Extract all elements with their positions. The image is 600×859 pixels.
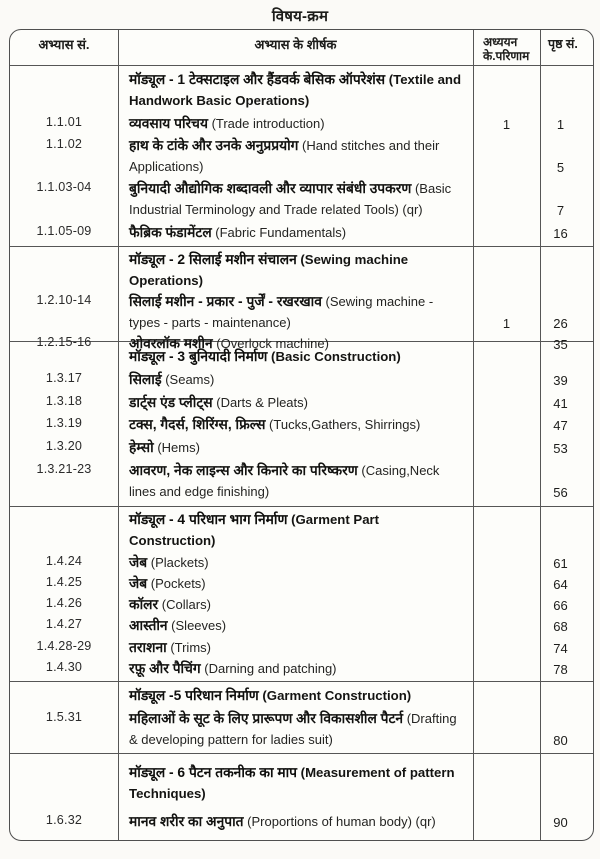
module-heading-english: (Garment Construction) — [258, 688, 412, 704]
exercise-title — [118, 178, 473, 220]
page-number: 68 — [553, 619, 568, 635]
exercise-number: 1.6.32 — [45, 812, 83, 827]
exercise-title-english: (Drafting & developing pattern for ladies suit) — [129, 710, 457, 747]
learning-outcome-value — [473, 388, 540, 390]
header-learning-outcome-line2: के.परिणाम — [483, 49, 530, 63]
exercise-number: 1.1.02 — [45, 136, 83, 151]
exercise-title-english: (Casing,Neck lines and edge finishing) — [129, 463, 440, 500]
exercise-title-hindi: रफ़ू और पैचिंग — [129, 660, 201, 676]
contents-table — [9, 29, 594, 841]
exercise-title — [118, 222, 473, 243]
exercise-title-english: (Darning and patching) — [200, 660, 337, 676]
page-number: 80 — [553, 732, 568, 748]
table-row — [10, 594, 593, 615]
spacer-cell — [473, 109, 540, 111]
exercise-title-hindi: बुनियादी औद्योगिक शब्दावली और व्यापार संबंधी उपकरण — [129, 181, 412, 197]
exercise-title — [118, 437, 473, 458]
module-heading — [118, 346, 473, 367]
module-heading-hindi: मॉड्यूल - 1 टेक्सटाइल और हैंडवर्क बेसिक ऑपरेशंस — [129, 72, 386, 88]
module-heading-english: (Basic Construction) — [267, 348, 401, 364]
page-number: 41 — [553, 395, 568, 411]
exercise-title-english: (Fabric Fundamentals) — [211, 224, 347, 240]
table-row — [10, 460, 593, 502]
exercise-number: 1.3.21-23 — [36, 462, 92, 477]
table-row — [10, 369, 593, 390]
exercise-title — [118, 811, 473, 832]
module-heading — [118, 762, 473, 804]
exercise-title-english: (Seams) — [161, 371, 215, 387]
exercise-title — [118, 135, 473, 177]
module-heading-english: (Textile and Handwork Basic Operations) — [129, 72, 462, 109]
page-number: 7 — [556, 203, 565, 219]
learning-outcome-value — [473, 218, 540, 220]
table-row — [10, 222, 593, 243]
page-number: 61 — [553, 555, 568, 571]
table-row — [10, 135, 593, 177]
module-heading-row — [10, 509, 593, 551]
learning-outcome-value — [473, 748, 540, 750]
spacer-cell — [10, 762, 118, 764]
exercise-number: 1.1.03-04 — [36, 180, 92, 195]
exercise-title — [118, 637, 473, 658]
exercise-title — [118, 291, 473, 333]
exercise-number: 1.3.18 — [45, 393, 83, 408]
module-heading-english: (Measurement of pattern Techniques) — [129, 765, 455, 802]
table-row — [10, 437, 593, 458]
learning-outcome-value — [473, 241, 540, 243]
module-heading-english: (Sewing machine Operations) — [129, 252, 409, 288]
exercise-title — [118, 392, 473, 413]
exercise-title-hindi: डार्ट्स एंड प्लीट्स — [129, 394, 213, 410]
exercise-title — [118, 460, 473, 502]
exercise-title — [118, 113, 473, 134]
table-row — [10, 573, 593, 594]
spacer-cell — [473, 365, 540, 367]
module-heading-hindi: मॉड्यूल - 3 बुनियादी निर्माण — [129, 348, 268, 364]
learning-outcome-value — [473, 677, 540, 679]
exercise-title-hindi: फैब्रिक फंडामेंटल — [129, 224, 212, 240]
exercise-title-english: (Darts & Pleats) — [212, 394, 308, 410]
spacer-cell — [540, 802, 593, 804]
exercise-title-hindi: हाथ के टांके और उनके अनुप्रप्रयोग — [129, 137, 299, 153]
learning-outcome-value: 1 — [502, 116, 511, 132]
exercise-number: 1.4.27 — [45, 617, 83, 632]
learning-outcome-value — [473, 456, 540, 458]
module-heading-row — [10, 249, 593, 291]
learning-outcome-value — [473, 500, 540, 502]
exercise-title-hindi: आस्तीन — [129, 618, 168, 634]
spacer-cell — [10, 685, 118, 687]
exercise-title-english: (Sewing machine - types - parts - maintenance) — [129, 294, 434, 330]
exercise-title — [118, 573, 473, 594]
exercise-title-hindi: हेम्सो — [129, 440, 154, 456]
exercise-title-hindi: सिलाई — [129, 371, 162, 387]
column-divider — [473, 30, 474, 840]
exercise-number: 1.2.15-16 — [36, 335, 92, 349]
exercise-title-hindi: टक्स, गैदर्स, शिरिंग्स, फ्रिल्स — [129, 417, 266, 433]
table-header — [10, 30, 593, 66]
spacer-cell — [10, 249, 118, 251]
exercise-title-english: (Pockets) — [147, 575, 206, 591]
exercise-number: 1.1.01 — [45, 114, 83, 129]
exercise-title-english: (Collars) — [158, 597, 211, 612]
exercise-number: 1.4.25 — [45, 574, 83, 589]
page-number: 66 — [553, 598, 568, 613]
spacer-cell — [473, 704, 540, 706]
page-number: 64 — [553, 576, 568, 592]
exercise-title — [118, 708, 473, 750]
module-section — [10, 247, 593, 352]
page-number: 74 — [553, 640, 568, 656]
module-heading-row — [10, 685, 593, 706]
table-row — [10, 113, 593, 134]
page-number: 53 — [553, 441, 568, 457]
exercise-number: 1.4.24 — [45, 553, 83, 568]
exercise-number: 1.5.31 — [45, 709, 83, 724]
table-row — [10, 615, 593, 636]
page-title: विषय-क्रम — [271, 8, 329, 25]
module-section — [10, 342, 593, 507]
exercise-title-hindi: तराशना — [129, 639, 167, 655]
learning-outcome-value — [473, 175, 540, 177]
module-section — [10, 66, 593, 247]
page-number: 56 — [553, 485, 568, 501]
exercise-title-hindi: जेब — [129, 554, 148, 570]
module-heading-row — [10, 69, 593, 111]
exercise-number: 1.1.05-09 — [36, 223, 92, 238]
exercise-number: 1.4.28-29 — [36, 638, 92, 653]
table-row — [10, 392, 593, 413]
exercise-title-english: (Plackets) — [147, 554, 209, 570]
table-row — [10, 414, 593, 435]
exercise-title — [118, 658, 473, 679]
exercise-title-english: (Hand stitches and their Applications) — [129, 137, 440, 174]
module-section — [10, 682, 593, 754]
page-number: 26 — [553, 316, 568, 331]
spacer-cell — [540, 704, 593, 706]
page-number: 78 — [553, 661, 568, 677]
exercise-title — [118, 552, 473, 573]
table-row — [10, 552, 593, 573]
exercise-number: 1.4.26 — [45, 596, 83, 610]
page-number: 90 — [553, 814, 568, 830]
exercise-title-english: (Trims) — [166, 639, 211, 655]
table-row — [10, 291, 593, 333]
page-number: 47 — [553, 418, 568, 434]
module-section — [10, 507, 593, 682]
table-row — [10, 178, 593, 220]
header-learning-outcome — [473, 35, 540, 63]
exercise-title-hindi: आवरण, नेक लाइन्स और किनारे का परिष्करण — [129, 463, 358, 479]
spacer-cell — [540, 109, 593, 111]
exercise-title-english: (Overlock machine) — [212, 336, 329, 351]
exercise-number: 1.3.20 — [45, 439, 83, 454]
module-heading-hindi: मॉड्यूल - 6 पैटन तकनीक का माप — [129, 765, 298, 781]
module-heading — [118, 685, 473, 706]
module-heading-row — [10, 346, 593, 367]
learning-outcome-value — [473, 433, 540, 435]
exercise-title — [118, 594, 473, 615]
exercise-title-hindi: जेब — [129, 575, 148, 591]
exercise-number: 1.4.30 — [45, 659, 83, 674]
exercise-title-hindi: ओवरलॉक मशीन — [129, 336, 213, 351]
page-number: 5 — [556, 159, 565, 175]
page-number: 1 — [556, 116, 565, 132]
exercise-title-english: (Hems) — [153, 440, 200, 456]
header-exercise-title: अभ्यास के शीर्षक — [254, 37, 337, 52]
page-number: 16 — [553, 225, 568, 241]
module-heading-row — [10, 762, 593, 804]
learning-outcome-value — [473, 830, 540, 832]
module-heading — [118, 69, 473, 111]
column-divider — [118, 30, 119, 840]
spacer-cell — [10, 346, 118, 348]
spacer-cell — [473, 802, 540, 804]
spacer-cell — [10, 509, 118, 511]
table-row — [10, 658, 593, 679]
exercise-title-english: (Tucks,Gathers, Shirrings) — [265, 417, 421, 433]
module-heading-hindi: मॉड्यूल - 4 परिधान भाग निर्माण — [129, 512, 288, 528]
exercise-title — [118, 615, 473, 636]
exercise-title-hindi: सिलाई मशीन - प्रकार - पुर्जें - रखरखाव — [129, 294, 322, 309]
module-heading-english: (Garment Part Construction) — [129, 512, 380, 549]
exercise-number: 1.2.10-14 — [36, 293, 92, 307]
learning-outcome-value — [473, 411, 540, 413]
page-number: 39 — [553, 372, 568, 388]
spacer-cell — [10, 69, 118, 71]
exercise-title — [118, 369, 473, 390]
spacer-cell — [540, 365, 593, 367]
exercise-title-english: (Basic Industrial Terminology and Trade related Tools) (qr) — [129, 181, 452, 218]
module-heading-hindi: मॉड्यूल - 2 सिलाई मशीन संचालन — [129, 252, 297, 267]
exercise-title-hindi: व्यवसाय परिचय — [129, 115, 208, 131]
exercise-title-hindi: कॉलर — [129, 597, 159, 612]
column-divider — [540, 30, 541, 840]
header-exercise-no: अभ्यास सं. — [38, 37, 90, 52]
table-body — [10, 66, 593, 840]
exercise-title-english: (Trade introduction) — [207, 115, 325, 131]
page-number: 35 — [553, 337, 568, 352]
exercise-title-hindi: मानव शरीर का अनुपात — [129, 813, 244, 829]
exercise-title-english: (Sleeves) — [167, 618, 227, 634]
exercise-title — [118, 414, 473, 435]
exercise-number: 1.3.17 — [45, 370, 83, 385]
exercise-title-english: (Proportions of human body) (qr) — [243, 813, 436, 829]
header-page-no: पृष्ठ सं. — [548, 37, 578, 51]
header-learning-outcome-line1: अध्ययन — [483, 35, 518, 49]
module-heading — [118, 509, 473, 551]
table-row — [10, 811, 593, 832]
module-heading-hindi: मॉड्यूल -5 परिधान निर्माण — [129, 688, 259, 704]
table-row — [10, 708, 593, 750]
module-section — [10, 754, 593, 840]
exercise-number: 1.3.19 — [45, 416, 83, 431]
exercise-title-hindi: महिलाओं के सूट के लिए प्रारूपण और विकासशील पैटर्न — [129, 710, 404, 726]
module-heading — [118, 249, 473, 291]
table-row — [10, 637, 593, 658]
learning-outcome-value: 1 — [502, 316, 511, 331]
